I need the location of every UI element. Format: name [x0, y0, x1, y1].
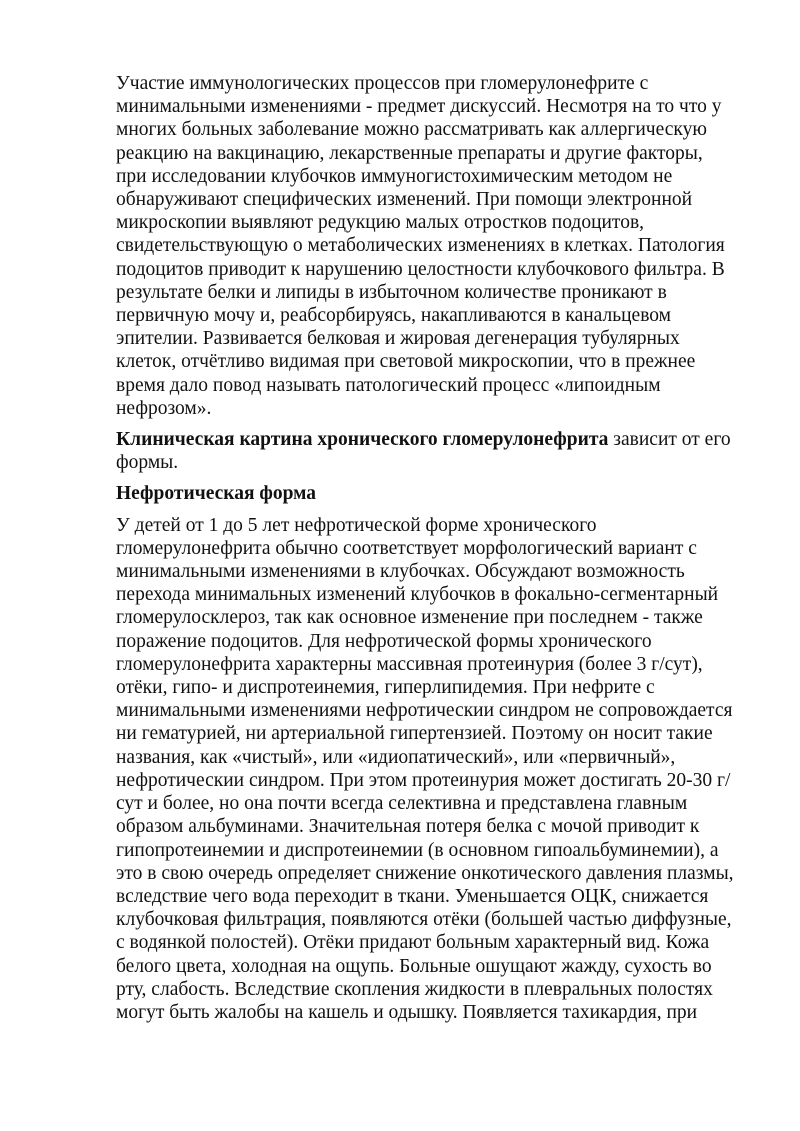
paragraph-clinical-picture — [116, 428, 736, 474]
paragraph-nephrotic-form: У детей от 1 до 5 лет нефротической форме хронического гломерулонефрита обычно соответствует морфологический вариант с минимальными изменениями в клубочках. Обсуждают возможность перехода минимальных изменений клубочков в фокально-сегментарный гломерулосклероз, так как основное изменение при последнем - также поражение подоцитов. Для нефротической формы хронического гломерулонефрита характерны массивная протеинурия (более 3 г/сут), отёки, гипо- и диспротеинемия, гиперлипидемия. При нефрите с минимальными изменениями нефротическии синдром не сопровождается ни гематурией, ни артериальной гипертензией. Поэтому он носит такие названия, как «чистый», или «идиопатический», или «первичный», нефротическии синдром. При этом протеинурия может достигать 20-30 г/сут и более, но она почти всегда селективна и представлена главным образом альбуминами. Значительная потеря белка с мочой приводит к гипопротеинемии и диспротеинемии (в основном гипоальбуминемии), а это в свою очередь определяет снижение онкотического давления плазмы, вследствие чего вода переходит в ткани. Уменьшается ОЦК, снижается клубочковая фильтрация, появляются отёки (большей частью диффузные, с водянкой полостей). Отёки придают больным характерный вид. Кожа белого цвета, холодная на ощупь. Больные ошущают жажду, сухость во рту, слабость. Вследствие скопления жидкости в плевральных полостях могут быть жалобы на кашель и одышку. Появляется тахикардия, при — [116, 514, 734, 1023]
clinical-picture-rest: зависит от его формы. — [116, 429, 731, 474]
heading-nephrotic-form: Нефротическая форма — [116, 483, 317, 505]
document-page — [116, 72, 736, 1032]
clinical-picture-bold-term: Клиническая картина хронического гломерулонефрита — [116, 429, 609, 451]
paragraph-immunology: Участие иммунологических процессов при гломерулонефрите с минимальными изменениями - предмет дискуссий. Несмотря на то что у многих больных заболевание можно рассматривать как аллергическую реакцию на вакцинацию, лекарственные препараты и другие факторы, при исследовании клубочков иммуногистохимическим методом не обнаруживают специфических изменений. При помощи электронной микроскопии выявляют редукцию малых отростков подоцитов, свидетельствующую о метаболических изменениях в клетках. Патология подоцитов приводит к нарушению целостности клубочкового фильтра. В результате белки и липиды в избыточном количестве проникают в первичную мочу и, реабсорбируясь, накапливаются в канальцевом эпителии. Развивается белковая и жировая дегенерация тубулярных клеток, отчётливо видимая при световой микроскопии, что в прежнее время дало повод называть патологический процесс «липоидным нефрозом». — [116, 73, 725, 419]
